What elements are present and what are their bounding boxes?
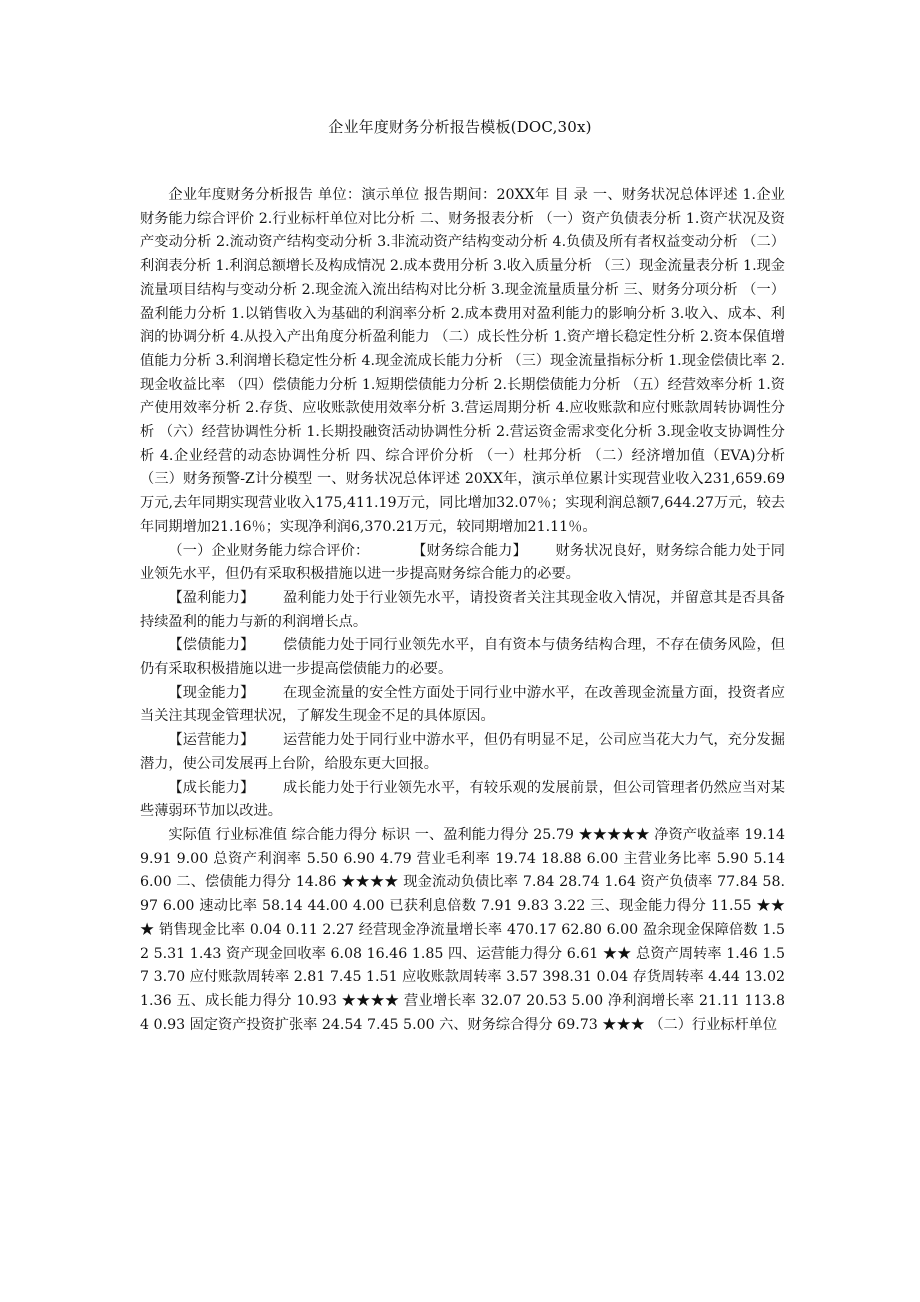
eval-intro: （一）企业财务能力综合评价： bbox=[168, 542, 370, 559]
eval-text: 在现金流量的安全性方面处于同行业中游水平，在改善现金流量方面，投资者应当关注其现金管理状况，了解发生现金不足的具体原因。 bbox=[140, 684, 785, 725]
eval-paragraph-solvency bbox=[140, 634, 785, 681]
eval-paragraph-profitability bbox=[140, 587, 785, 634]
eval-paragraph-growth bbox=[140, 777, 785, 824]
eval-tag: 【财务综合能力】 bbox=[411, 542, 527, 559]
eval-text: 财务状况良好，财务综合能力处于同业领先水平，但仍有采取积极措施以进一步提高财务综合能力的必要。 bbox=[140, 542, 785, 583]
eval-paragraph-cash bbox=[140, 682, 785, 729]
document-title: 企业年度财务分析报告模板(DOC,30x) bbox=[328, 118, 592, 136]
eval-text: 运营能力处于同行业中游水平，但仍有明显不足，公司应当花大力气，充分发掘潜力，使公司发展再上台阶，给股东更大回报。 bbox=[140, 732, 785, 772]
eval-text: 盈利能力处于行业领先水平，请投资者关注其现金收入情况，并留意其是否具备持续盈利的能力与新的利润增长点。 bbox=[140, 589, 785, 630]
score-table-paragraph: 实际值 行业标准值 综合能力得分 标识 一、盈利能力得分 25.79 ★★★★★ 净资产收益率 19.14 9.91 9.00 总资产利润率 5.50 6.90 4.79 营业毛利率 19.74 18.88 6.00 主营业务比率 5.90 5.14 6.00 二、偿债能力得分 14.86 ★★★★ 现金流动负债比率 7.84 28.74 1.64 资产负债率 77.84 58.97 6.00 速动比率 58.14 44.00 4.00 已获利息倍数 7.91 9.83 3.22 三、现金能力得分 11.55 ★★★ 销售现金比率 0.04 0.11 2.27 经营现金净流量增长率 470.17 62.80 6.00 盈余现金保障倍数 1.52 5.31 1.43 资产现金回收率 6.08 16.46 1.85 四、运营能力得分 6.61 ★★ 总资产周转率 1.46 1.57 3.70 应付账款周转率 2.81 7.45 1.51 应收账款周转率 3.57 398.31 0.04 存货周转率 4.44 13.02 1.36 五、成长能力得分 10.93 ★★★★ 营业增长率 32.07 20.53 5.00 净利润增长率 21.11 113.84 0.93 固定资产投资扩张率 24.54 7.45 5.00 六、财务综合得分 69.73 ★★★ （二）行业标杆单位 bbox=[140, 826, 785, 1033]
document-body bbox=[140, 184, 785, 1037]
eval-tag: 【现金能力】 bbox=[168, 684, 255, 701]
eval-paragraph-financial bbox=[140, 540, 785, 587]
eval-text: 成长能力处于行业领先水平，有较乐观的发展前景，但公司管理者仍然应当对某些薄弱环节加以改进。 bbox=[140, 779, 785, 820]
eval-paragraph-operation bbox=[140, 729, 785, 776]
eval-tag: 【偿债能力】 bbox=[168, 637, 255, 654]
eval-text: 偿债能力处于同行业领先水平，自有资本与债务结构合理，不存在债务风险，但仍有采取积极措施以进一步提高偿债能力的必要。 bbox=[140, 637, 785, 678]
toc-and-summary-paragraph: 企业年度财务分析报告 单位：演示单位 报告期间：20XX年 目 录 一、财务状况总体评述 1.企业财务能力综合评价 2.行业标杆单位对比分析 二、财务报表分析 （一）资产负债表分析 1.资产状况及资产变动分析 2.流动资产结构变动分析 3.非流动资产结构变动分析 4.负债及所有者权益变动分析 （二）利润表分析 1.利润总额增长及构成情况 2.成本费用分析 3.收入质量分析 （三）现金流量表分析 1.现金流量项目结构与变动分析 2.现金流入流出结构对比分析 3.现金流量质量分析 三、财务分项分析 （一）盈利能力分析 1.以销售收入为基础的利润率分析 2.成本费用对盈利能力的影响分析 3.收入、成本、利润的协调分析 4.从投入产出角度分析盈利能力 （二）成长性分析 1.资产增长稳定性分析 2.资本保值增值能力分析 3.利润增长稳定性分析 4.现金流成长能力分析 （三）现金流量指标分析 1.现金偿债比率 2.现金收益比率 （四）偿债能力分析 1.短期偿债能力分析 2.长期偿债能力分析 （五）经营效率分析 1.资产使用效率分析 2.存货、应收账款使用效率分析 3.营运周期分析 4.应收账款和应付账款周转协调性分析 （六）经营协调性分析 1.长期投融资活动协调性分析 2.营运资金需求变化分析 3.现金收支协调性分析 4.企业经营的动态协调性分析 四、综合评价分析 （一）杜邦分析 （二）经济增加值（EVA)分析 （三）财务预警-Z计分模型 一、财务状况总体评述 20XX年，演示单位累计实现营业收入231,659.69万元,去年同期实现营业收入175,411.19万元，同比增加32.07％；实现利润总额7,644.27万元，较去年同期增加21.16％；实现净利润6,370.21万元，较同期增加21.11％。 bbox=[140, 187, 785, 535]
eval-tag: 【运营能力】 bbox=[168, 732, 255, 749]
eval-tag: 【成长能力】 bbox=[168, 779, 255, 796]
eval-tag: 【盈利能力】 bbox=[168, 589, 255, 606]
